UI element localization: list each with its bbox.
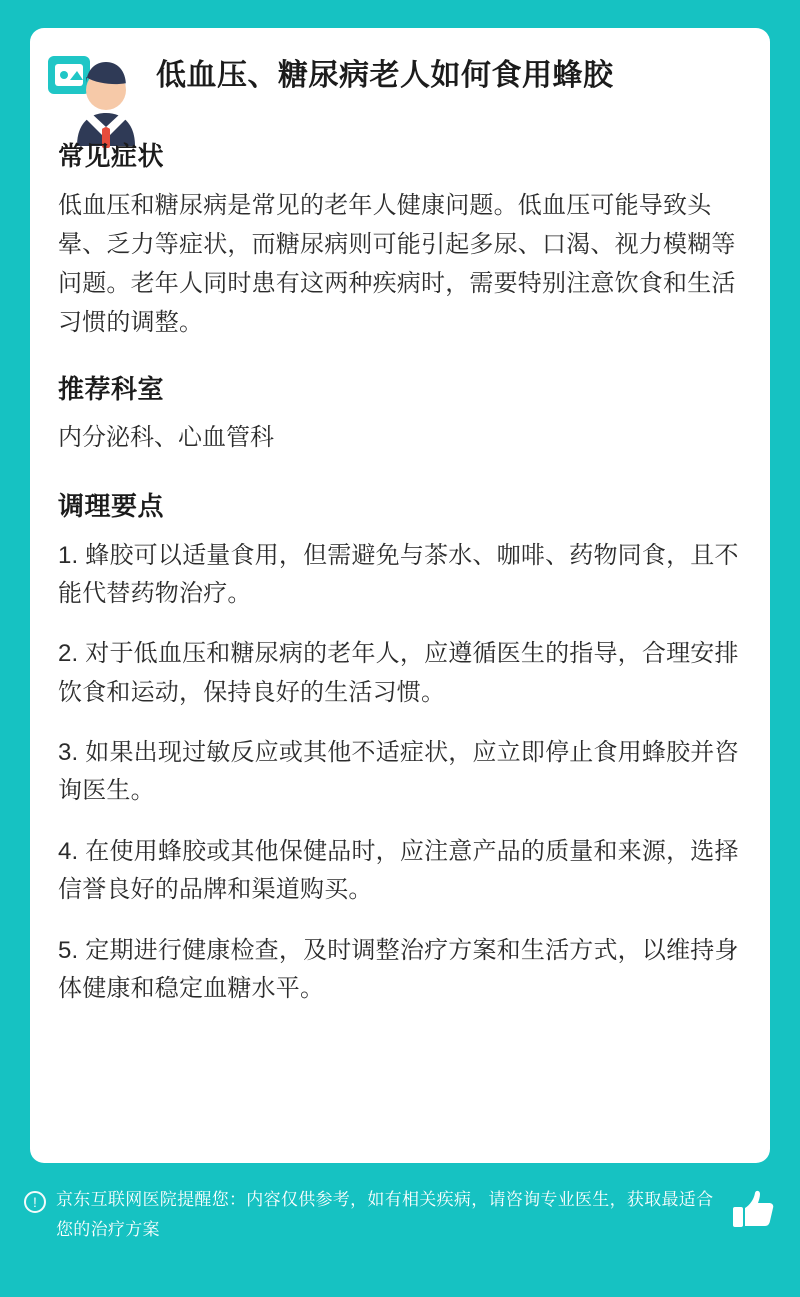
- article-body: [58, 136, 752, 1030]
- list-item: 2. 对于低血压和糖尿病的老年人，应遵循医生的指导，合理安排饮食和运动，保持良好的生活习惯。: [58, 640, 739, 706]
- footer-disclaimer-text: 京东互联网医院提醒您：内容仅供参考，如有相关疾病，请咨询专业医生，获取最适合您的治疗方案: [56, 1190, 714, 1239]
- section-heading-department: 推荐科室: [58, 373, 165, 404]
- list-item: 1. 蜂胶可以适量食用，但需避免与茶水、咖啡、药物同食，且不能代替药物治疗。: [58, 541, 739, 607]
- section-text-symptoms: 低血压和糖尿病是常见的老年人健康问题。低血压可能导致头晕、乏力等症状，而糖尿病则可能引起多尿、口渴、视力模糊等问题。老年人同时患有这两种疾病时，需要特别注意饮食和生活习惯的调整。: [58, 192, 736, 336]
- section-heading-symptoms: 常见症状: [58, 141, 165, 171]
- footer-disclaimer-bar: [0, 1185, 800, 1245]
- section-text-department: 内分泌科、心血管科: [58, 423, 274, 451]
- list-item: 4. 在使用蜂胶或其他保健品时，应注意产品的质量和来源，选择信誉良好的品牌和渠道购买。: [58, 837, 739, 904]
- page-title: 低血压、糖尿病老人如何食用蜂胶: [156, 59, 614, 92]
- list-item: 3. 如果出现过敏反应或其他不适症状，应立即停止食用蜂胶并咨询医生。: [58, 739, 739, 805]
- doctor-avatar-icon: [44, 50, 154, 150]
- section-heading-tips: 调理要点: [58, 490, 165, 521]
- thumbs-up-icon[interactable]: [730, 1187, 776, 1233]
- article-card: [30, 28, 770, 1163]
- info-circle-icon: !: [24, 1191, 46, 1213]
- list-item: 5. 定期进行健康检查，及时调整治疗方案和生活方式，以维持身体健康和稳定血糖水平。: [58, 936, 739, 1003]
